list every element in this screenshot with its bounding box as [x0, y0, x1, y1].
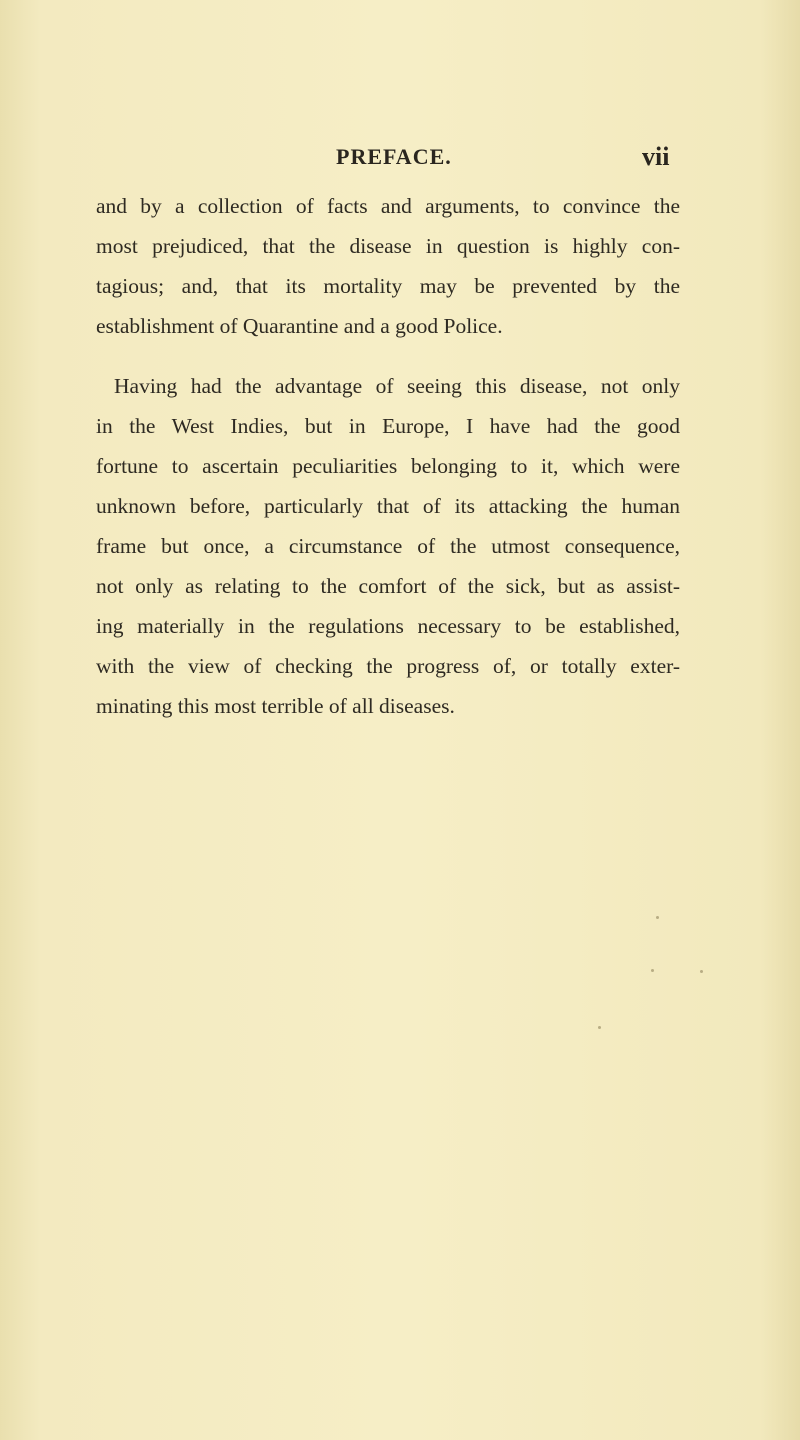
- text-line: ing materially in the regulations necessary to be established,: [96, 614, 680, 638]
- body-text: [96, 186, 680, 726]
- paper-speck: [700, 970, 703, 973]
- text-line: frame but once, a circumstance of the utmost consequence,: [96, 534, 680, 558]
- paper-speck: [598, 1026, 601, 1029]
- page-header: [0, 140, 800, 176]
- text-line: tagious; and, that its mortality may be prevented by the: [96, 274, 680, 298]
- paper-speck: [651, 969, 654, 972]
- paper-speck: [656, 916, 659, 919]
- text-line: fortune to ascertain peculiarities belonging to it, which were: [96, 454, 680, 478]
- text-line: Having had the advantage of seeing this disease, not only: [114, 374, 680, 398]
- text-line: and by a collection of facts and arguments, to convince the: [96, 194, 680, 218]
- text-line: minating this most terrible of all diseases.: [96, 694, 455, 718]
- running-head: PREFACE.: [336, 144, 452, 169]
- paragraph-1: [96, 186, 680, 346]
- paragraph-2: [96, 366, 680, 726]
- text-line: unknown before, particularly that of its attacking the human: [96, 494, 680, 518]
- text-line: with the view of checking the progress of, or totally exter-: [96, 654, 680, 678]
- text-line: establishment of Quarantine and a good Police.: [96, 314, 503, 338]
- text-line: in the West Indies, but in Europe, I have had the good: [96, 414, 680, 438]
- text-line: not only as relating to the comfort of the sick, but as assist-: [96, 574, 680, 598]
- text-line: most prejudiced, that the disease in question is highly con-: [96, 234, 680, 258]
- page-number: vii: [642, 142, 670, 171]
